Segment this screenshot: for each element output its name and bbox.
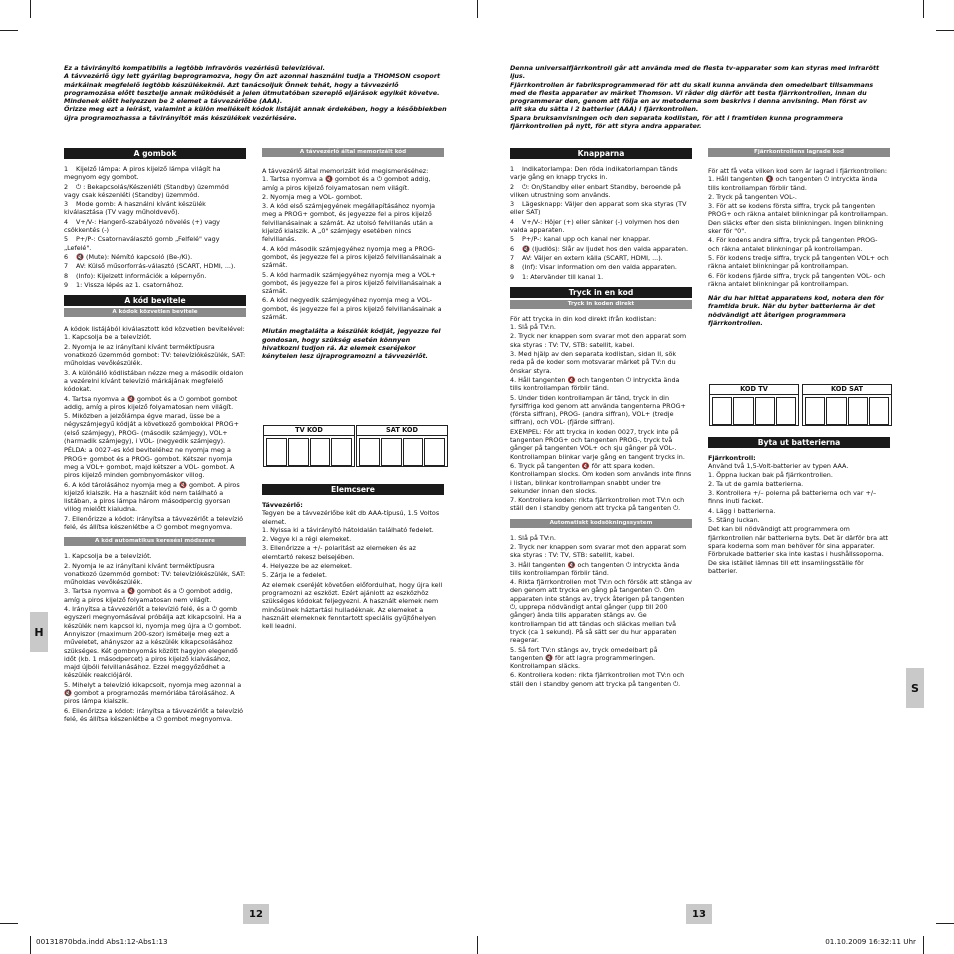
list-item: 5. Zárja le a fedelet. — [262, 571, 327, 580]
list-item: 5. Miközben a jelzőlámpa égve marad, üsse be a négyszámjegyű kódját a következő gombokkal PROG+ (első számjegy), PROG- (második számjegy), VOL+ (harmadik számjegy), i VOL- (negyedik számjegy). — [64, 412, 239, 446]
paragraph: Använd två 1,5-Volt-batterier av typen AAA. — [708, 462, 849, 471]
list-item: 3. A kód első számjegyének megállapításához nyomja meg a PROG+ gombot, és jegyezze fel a piros kijelző felvillanásainak a számát. Az utolsó felvillanás után a kijelző kialszik. A „0" számjegy esetében nincs felvillanás. — [262, 202, 436, 244]
list-item: 4. För kodens andra siffra, tryck på tangenten PROG- och räkna antalet blinkningar på kontrollampan. — [708, 236, 878, 253]
crop-mark — [0, 30, 18, 31]
intro-line: Fjärrkontrollen är fabriksprogrammerad för att du skall kunna använda den omedelbart tillsammans med de flesta apparater av märket Thomson. Vi råder dig därför att testa fjärrkontrollen, innan du programmerar den, genom att följa en av metoderna som beskrivs i denna anvisning. Men först av allt ska du sätta i 2 batterier (AAA) i fjärrkontrollen. — [510, 80, 874, 114]
list-item: 9 1: Vissza lépés az 1. csatornához. — [64, 280, 184, 289]
crop-mark — [923, 936, 924, 954]
list-item: 6 🔇 (ljudlös): Slår av ljudet hos den valda apparaten. — [510, 244, 688, 253]
battery-title: Távvezérlő: — [262, 501, 303, 509]
section-header: A kód bevitele — [64, 295, 246, 306]
list-item: 2. Nyomja le az irányítani kívánt terméktípusra vonatkozó üzemmód gombot: TV: televíziókészülék, SAT: műholdas vevőkészülék. — [64, 561, 246, 587]
list-item: 4 V+/V-: Hangerő-szabályozó növelés (+) vagy csökkentés (-) — [64, 217, 220, 235]
list-item: 1. Kapcsolja be a televíziót. — [64, 552, 152, 561]
code-cell[interactable] — [712, 397, 732, 425]
list-item: 5. A kód harmadik számjegyéhez nyomja meg a VOL+ gombot, és jegyezze fel a piros kijelző felvillanásainak a számát. — [262, 270, 442, 296]
list-item: 5 P+/P-: Csatornaválasztó gomb „Felfelé" vagy „Lefelé". — [64, 235, 220, 252]
crop-mark — [923, 0, 924, 18]
intro-line: Spara bruksanvisningen och den separata kodlistan, för att i framtiden kunna programmera fjärrkontrollen på nytt, för att styra andra apparater. — [510, 113, 844, 131]
code-cell[interactable] — [381, 438, 402, 466]
page-number-left: 12 — [243, 904, 269, 924]
list-item: 1. Tartsa nyomva a 🔇 gombot és a ⏻ gombot addig, amíg a piros kijelző folyamatosan nem világít. — [262, 175, 431, 192]
list-item: PÉLDA: a 0027-es kód beviteléhez ne nyomja meg a PROG+ gombot és a PROG- gombot. Kétszer nyomja meg a VOL+ gombot, majd kétszer a VOL- gombot. A piros kijelző minden gombnyomáskor villog. — [64, 446, 235, 480]
list-item: 3. För att se kodens första siffra, tryck på tangenten PROG+ och räkna antalet blinkningar på kontrollampan. Den släcks efter den sista blinkningen. Ingen blinkning sker för "0". — [708, 202, 888, 236]
list-item: 8 (Inf): Visar information om den valda apparaten. — [510, 263, 677, 272]
crop-mark — [0, 923, 18, 924]
sv-battery — [708, 437, 890, 575]
crop-mark — [936, 923, 954, 924]
list-item: 3 Mode gomb: A használni kívánt készülék kiválasztása (TV vagy műholdvevő). — [64, 200, 206, 217]
list-item: 5. För kodens tredje siffra, tryck på tangenten VOL+ och räkna antalet blinkningar på kontrollampan. — [708, 253, 889, 271]
sub-header: Automatiskt kodsökningssystem — [510, 519, 692, 528]
list-item: 2. Tryck ner knappen som svarar mot den apparat som ska styras : TV: TV, STB: satellit, kabel. — [510, 542, 687, 560]
paragraph: A kódok listájából kiválasztott kód közvetlen bevitelével: — [64, 325, 245, 334]
list-item: 8 (Info): Kijelzett információk a képernyőn. — [64, 271, 207, 280]
paragraph: Az elemek cseréjét követően előfordulhat, hogy újra kell programozni az eszközt. Ezért ajánlott az eszközhöz szükséges kódokat feljegyezni. A használt elemek nem minősülnek háztartási hulladéknak. Az elemeket a használt elemeknek fenntartott speciális gyűjtőhelyen kell leadni. — [262, 580, 443, 631]
list-item: 1 Kijelző lámpa: A piros kijelző lámpa világít ha megnyom egy gombot. — [64, 165, 221, 182]
note: Miután megtalálta a készülék kódját, jegyezze fel gondosan, hogy szükség esetén könnyen hivatkozni tudjon rá. Az elemek cseréjekor kénytelen lesz újraprogramozni a távvezérlőt. — [262, 327, 441, 361]
crop-mark — [30, 936, 31, 954]
footer-file: 00131870bda.indd Abs1:12-Abs1:13 — [36, 937, 168, 946]
code-cell[interactable] — [403, 438, 424, 466]
code-cell[interactable] — [733, 397, 753, 425]
sv-col-1 — [510, 148, 692, 689]
list-item: 4. Rikta fjärrkontrollen mot TV:n och försök att stänga av den genom att trycka en gång på tangenten ⏻. Om apparaten inte stängs av, tryck återigen på tangenten ⏻, upprepa nödvändigt antal gånger (upp till 200 gånger) ända tills apparaten stängs av. Ge kontrollampan tid att tändas och släckas mellan två tryck (ca 1 sekund). På så sätt ser du hur apparaten reagerar. — [510, 578, 692, 645]
hu-tv-code-box — [263, 425, 355, 467]
list-item: 6 🔇 (Mute): Némító kapcsoló (Be-/Ki). — [64, 252, 193, 261]
code-cell[interactable] — [331, 438, 352, 466]
list-item: 3. Med hjälp av den separata kodlistan, sidan II, sök reda på de koder som motsvarar märket på TV:n du önskar styra. — [510, 350, 677, 375]
intro-line: Ez a távirányító kompatibilis a legtöbb infravörös vezérlésű televízióval. — [64, 64, 326, 72]
sub-header: A kód automatikus keresési módszere — [64, 537, 246, 546]
section-header: Byta ut batterierna — [708, 437, 890, 448]
language-tab-hu: H — [30, 612, 48, 652]
sat-code-label: SAT KÓD — [357, 426, 447, 436]
hu-col-1 — [64, 148, 246, 724]
paragraph: För att trycka in din kod direkt ifrån kodlistan: — [510, 314, 657, 323]
list-item: 6. A kód tárolásához nyomja meg a 🔇 gombot. A piros kijelző kialszik. Ha a használt kód nem található a listában, a piros lámpa három másodpercig gyorsan villog mielőtt kialudna. — [64, 480, 240, 514]
list-item: 3. Ellenőrizze a +/- polaritást az elemeken és az elemtartó rekesz belsejében. — [262, 544, 416, 561]
list-item: 7 AV: Väljer en extern källa (SCART, HDMI, ...). — [510, 253, 663, 262]
tv-code-label: KOD TV — [710, 385, 798, 395]
intro-line: Mindenek előtt helyezzen be 2 elemet a távvezérlőbe (AAA). — [64, 97, 283, 106]
sat-code-label: KOD SAT — [803, 385, 891, 395]
code-cell[interactable] — [826, 397, 846, 425]
list-item: 2. Tryck på tangenten VOL-. — [708, 192, 797, 201]
list-item: 6. Ellenőrizze a kódot: irányítsa a távvezérlőt a televízió felé, és állítsa készenlétbe a ⏻ gombot megnyomva. — [64, 706, 244, 723]
list-item: 5. Så fort TV:n stängs av, tryck omedelbart på tangenten 🔇 för att lagra programmeringen. Kontrollampan släcks. — [510, 645, 658, 671]
list-item: 3. A különálló kódlistában nézze meg a második oldalon a vezérelni kívánt televízió márkájának megfelelő kódokat. — [64, 368, 244, 394]
list-item: 6. Kontrollera koden: rikta fjärrkontrollen mot TV:n och ställ den i standby genom att trycka på tangenten ⏻. — [510, 671, 685, 688]
list-item: 1. Håll tangenten 🔇 och tangenten ⏻ intryckta ända tills kontrollampan förblir tänd. — [708, 175, 878, 192]
code-cell[interactable] — [288, 438, 309, 466]
crop-mark — [477, 936, 478, 954]
list-item: 1. Kapcsolja be a televíziót. — [64, 333, 152, 342]
code-cell[interactable] — [776, 397, 796, 425]
list-item: 4. Lägg i batterierna. — [708, 506, 776, 515]
section-header: Elemcsere — [262, 484, 444, 495]
list-item: 1. Nyissa ki a távirányító hátoldalán található fedelet. — [262, 525, 434, 534]
list-item: 2 ⏻ : Bekapcsolás/Készenléti (Standby) üzemmód vagy csak készenléti (Standby) üzemmód. — [64, 182, 229, 199]
code-cell[interactable] — [755, 397, 775, 425]
list-item: 4 V+/V-: Höjer (+) eller sänker (-) volymen hos den valda apparaten. — [510, 217, 680, 235]
sv-button-list — [510, 165, 692, 281]
code-cell[interactable] — [359, 438, 380, 466]
list-item: 2 ⏻: On/Standby eller enbart Standby, beroende på vilken utrustning som används. — [510, 182, 681, 199]
code-cell[interactable] — [266, 438, 287, 466]
sv-tv-code-box — [709, 384, 799, 426]
list-item: 1. Slå på TV:n. — [510, 533, 556, 542]
list-item: 4. Irányítsa a távvezérlőt a televízió felé, és a ⏻ gomb egyszeri megnyomásával próbálja azt kikapcsolni. Ha a készülék nem kapcsol ki, nyomja meg újra a ⏻ gombot. Annyiszor (maximum 200-szor) ismételje meg ezt a műveletet, ahányszor az a készülék kikapcsolásához szükséges. Két gombnyomás között hagyjon elegendő időt (kb. 1 másodpercet) a piros kijelző kialvásához, majd újbóli felvillanásához. Ezzel meggyőződhet a készülék reakciójáról. — [64, 605, 242, 680]
section-header: A gombok — [64, 148, 246, 159]
list-item: 4. A kód második számjegyéhez nyomja meg a PROG- gombot, és jegyezze fel a piros kijelző felvillanásainak a számát. — [262, 244, 442, 270]
list-item: 5 P+/P-: kanal upp och kanal ner knappar. — [510, 235, 651, 244]
paragraph: Tegyen be a távvezérlőbe két db AAA-típusú, 1.5 Voltos elemet. — [262, 509, 440, 526]
battery-title: Fjärrkontroll: — [708, 454, 756, 462]
list-item: 1 Indikatorlampa: Den röda indikatorlampan tänds varje gång en knapp trycks in. — [510, 165, 678, 182]
language-tab-sv: S — [906, 668, 924, 708]
list-item: 6. A kód negyedik számjegyéhez nyomja meg a VOL- gombot, és jegyezze fel a piros kijelző felvillanásainak a számát. — [262, 296, 442, 322]
list-item: 3. Håll tangenten 🔇 och tangenten ⏻ intryckta ända tills kontrollampan förblir tänd. — [510, 560, 680, 577]
list-item: 5. Mihelyt a televízió kikapcsolt, nyomja meg azonnal a 🔇 gombot a programozás memóriába tárolásához. A piros lámpa kialszik. — [64, 680, 242, 706]
list-item: EXEMPEL: För att trycka in koden 0027, tryck inte på tangenten PROG+ och tangenten PROG-, tryck två gånger på tangenten VOL+ och sju gånger på VOL-. Kontrollampan blinkar varje gång en tangent trycks in. — [510, 427, 685, 461]
sv-intro — [510, 64, 880, 130]
crop-mark — [477, 0, 478, 18]
list-item: 2. Nyomja le az irányítani kívánt terméktípusra vonatkozó üzemmód gombot: TV: televíziókészülék, SAT: műholdas vevőkészülék. — [64, 342, 246, 368]
intro-line: Őrizze meg ezt a leírást, valamint a külön mellékelt kódok listáját annak érdekében, hogy a későbbiekben újra programozhassa a távirányítót más készülékek vezérlésére. — [64, 105, 447, 122]
hu-intro — [64, 64, 452, 122]
list-item: 4. Helyezze be az elemeket. — [262, 562, 353, 571]
list-item: 5. Stäng luckan. — [708, 516, 760, 525]
code-cell[interactable] — [848, 397, 868, 425]
list-item: 9 1: Atervänder till kanal 1. — [510, 272, 604, 281]
list-item: 2. Ta ut de gamla batterierna. — [708, 479, 804, 488]
page-number-right: 13 — [686, 904, 712, 924]
list-item: 4. Tartsa nyomva a 🔇 gombot és a ⏻ gombot gombot addig, amíg a piros kijelző folyamatosan nem világít. — [64, 394, 238, 411]
code-cell[interactable] — [869, 397, 889, 425]
paragraph: A távvezérlő által memorizált kód megismeréséhez: — [262, 167, 429, 175]
sub-header: A kódok közvetlen bevitele — [64, 308, 246, 317]
sub-header: Tryck in koden direkt — [510, 300, 692, 309]
sv-sat-code-box — [802, 384, 892, 426]
section-header: Tryck in en kod — [510, 287, 692, 298]
intro-line: A távvezérlő úgy lett gyárilag beprogramozva, hogy Ön azt azonnal használni tudja a THOMSON csoport márkáinak megfelelő legtöbb készülékeknél. Azt tanácsoljuk Önnek tehát, hogy a távvezérlő programozása előtt tesztelje annak működését a jelen útmutatóban szereplő eljárások egyikét követve. — [64, 72, 441, 97]
footer-date: 01.10.2009 16:32:11 Uhr — [825, 937, 916, 946]
list-item: 2. Vegye ki a régi elemeket. — [262, 535, 352, 544]
code-cell[interactable] — [805, 397, 825, 425]
crop-mark — [936, 30, 954, 31]
code-cell[interactable] — [310, 438, 331, 466]
list-item: 1. Slå på TV:n. — [510, 323, 556, 332]
paragraph: För att få veta vilken kod som är lagrad i fjärrkontrollen: — [708, 167, 887, 175]
sub-header: A távvezérlő által memorizált kód — [262, 148, 444, 157]
list-item: 7. Kontrollera koden: rikta fjärrkontrollen mot TV:n och ställ den i standby genom att trycka på tangenten ⏻. — [510, 496, 685, 513]
code-cell[interactable] — [424, 438, 445, 466]
list-item: 6. Tryck på tangenten 🔇 för att spara koden. Kontrollampan slocks. Om koden som används inte finns i listan, blinkar kontrollampan snabbt under tre sekunder innan den slocks. — [510, 461, 692, 495]
intro-line: Denna universalfjärrkontroll går att använda med de flesta tv-apparater som kan styras med infrarött ljus. — [510, 64, 880, 81]
crop-mark — [30, 0, 31, 18]
paragraph: Det kan bli nödvändigt att programmera om fjärrkontrollen när batterierna byts. Det är därför bra att spara koderna som man behöver för sina apparater. Förbrukade batterier ska inte kastas i hushållssoporna. De ska istället lämnas till ett insamlingsställe för batterier. — [708, 525, 889, 575]
list-item: 4. Håll tangenten 🔇 och tangenten ⏻ intryckta ända tills kontrollampan förblir tänd. — [510, 375, 680, 393]
list-item: 7. Ellenőrizze a kódot: irányítsa a távvezérlőt a televízió felé, és állítsa készenlétbe a ⏻ gombot megnyomva. — [64, 514, 244, 531]
list-item: 7 AV: Külső műsorforrás-választó (SCART, HDMI, ...). — [64, 262, 236, 271]
list-item: 3. Tartsa nyomva a 🔇 gombot és a ⏻ gombot addig, amíg a piros kijelző folyamatosan nem világít. — [64, 587, 233, 604]
sub-header: Fjärrkontrollens lagrade kod — [708, 148, 890, 157]
tv-code-label: TV KÓD — [264, 426, 354, 436]
list-item: 2. Nyomja meg a VOL- gombot. — [262, 192, 363, 201]
sv-col-2 — [708, 148, 890, 327]
list-item: 3. Kontrollera +/– polerna på batterierna och var +/– finns inuti facket. — [708, 489, 877, 506]
list-item: 6. För kodens fjärde siffra, tryck på tangenten VOL- och räkna antalet blinkningar på kontrollampan. — [708, 271, 886, 288]
section-header: Knapparna — [510, 148, 692, 159]
hu-button-list — [64, 165, 246, 289]
list-item: 3 Lägesknapp: Väljer den apparat som ska styras (TV eller SAT) — [510, 200, 687, 217]
list-item: 2. Tryck ner knappen som svarar mot den apparat som ska styras : TV: TV, STB: satellit, kabel. — [510, 332, 687, 349]
hu-col-2 — [262, 148, 444, 361]
hu-sat-code-box — [356, 425, 448, 467]
note: När du har hittat apparatens kod, notera den för framtida bruk. När du byter batterierna är det nödvändigt att återigen programmera fjärrkontrollen. — [708, 294, 884, 328]
list-item: 5. Under tiden kontrollampan är tänd, tryck in din fyrsiffriga kod genom att använda tangenterna PROG+ (första siffran), PROG- (andra siffran), VOL+ (tredje siffran), och VOL- (fjärde siffran). — [510, 393, 686, 427]
list-item: 1. Öppna luckan bak på fjärrkontrollen. — [708, 470, 833, 479]
hu-battery — [262, 484, 444, 630]
